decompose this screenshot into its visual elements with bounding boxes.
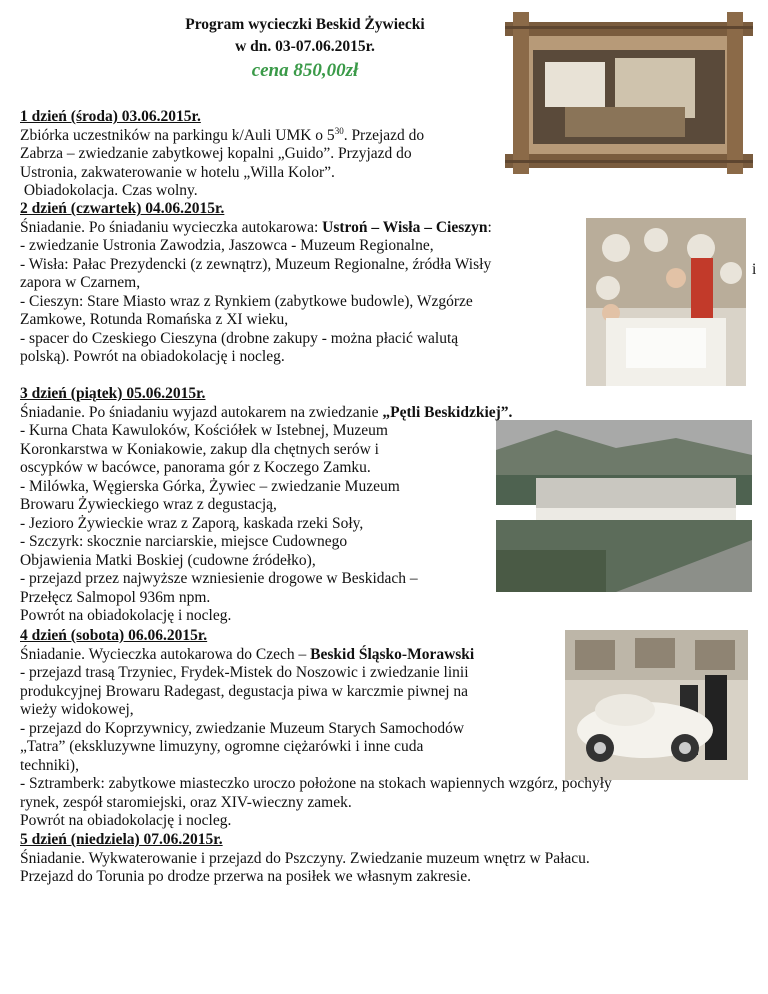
title-line-2: w dn. 03-07.06.2015r. xyxy=(235,38,375,55)
day-3-line-11: Przełęcz Salmopol 936m npm. xyxy=(20,588,211,606)
day-1-line-1: Zbiórka uczestników na parkingu k/Auli UMK o $5^{30}$. Przejazd do xyxy=(20,125,425,144)
day-2-heading: 2 dzień (czwartek) 04.06.2015r. xyxy=(20,200,225,217)
day-3-line-10: - przejazd przez najwyższe wzniesienie drogowe w Beskidach – xyxy=(20,570,418,587)
day-3-line-3: Koronkarstwa w Koniakowie, zakup dla chętnych serów i xyxy=(20,440,379,458)
day-4-line-3: produkcyjnej Browaru Radegast, degustacja piwa w karczmie piwnej na xyxy=(20,682,469,700)
day-2-line-5: - Cieszyn: Stare Miasto wraz z Rynkiem (zabytkowe budowle), Wzgórze xyxy=(20,292,473,310)
day-2-line-7: - spacer do Czeskiego Cieszyna (drobne zakupy - można płacić walutą xyxy=(20,329,459,347)
day-3-line-6: Browaru Żywieckiego wraz z degustacją, xyxy=(20,496,277,513)
day-4-line-5: - przejazd do Koprzywnicy, zwiedzanie Muzeum Starych Samochodów xyxy=(20,719,465,737)
day-4-line-1: Śniadanie. Wycieczka autokarowa do Czech – Beskid Śląsko-Morawski xyxy=(20,645,475,663)
day-2-line-8: polską). Powrót na obiadokolację i nocleg. xyxy=(20,348,285,365)
day-4-line-8: - Sztramberk: zabytkowe miasteczko uroczo położone na stokach wapiennych wzgórz, pochyły xyxy=(20,775,612,792)
day-1-section xyxy=(20,108,755,201)
day-4-section xyxy=(20,627,755,831)
day-3-line-8: - Szczyrk: skocznie narciarskie, miejsce Cudownego xyxy=(20,533,348,550)
day-3-line-9: Objawienia Matki Boskiej (cudowne źródełko), xyxy=(20,551,316,569)
day-1-heading: 1 dzień (środa) 03.06.2015r. xyxy=(20,108,201,125)
photo-lace-makers xyxy=(586,218,746,386)
day-4-line-10: Powrót na obiadokolację i nocleg. xyxy=(20,812,232,829)
day-3-section xyxy=(20,385,755,626)
day-2-section xyxy=(20,200,568,367)
price-label: cena 850,00zł xyxy=(251,60,359,81)
day-4-line-4: wieży widokowej, xyxy=(20,701,134,718)
day-5-heading: 5 dzień (niedziela) 07.06.2015r. xyxy=(20,831,223,848)
day-1-line-2: Zabrza – zwiedzanie zabytkowej kopalni „Guido”. Przyjazd do xyxy=(20,145,412,162)
day-5-line-2: Przejazd do Torunia po drodze przerwa na posiłek we własnym zakresie. xyxy=(20,868,471,885)
day-3-line-5: - Milówka, Węgierska Górka, Żywiec – zwiedzanie Muzeum xyxy=(20,477,400,495)
day-2-line-4: zapora w Czarnem, xyxy=(20,274,141,291)
day-4-line-9: rynek, zespół staromiejski, oraz XIV-wieczny zamek. xyxy=(20,793,352,811)
day-3-line-4: oscypków w bacówce, panorama gór z Koczego Zamku. xyxy=(20,459,371,476)
day-3-line-12: Powrót na obiadokolację i nocleg. xyxy=(20,607,232,624)
day-2-line-3: - Wisła: Pałac Prezydencki (z zewnątrz), Muzeum Regionalne, źródła Wisły xyxy=(20,255,492,273)
day-4-heading: 4 dzień (sobota) 06.06.2015r. xyxy=(20,627,208,644)
stray-letter-i: i xyxy=(752,261,757,278)
day-3-line-2: - Kurna Chata Kawuloków, Kościółek w Istebnej, Muzeum xyxy=(20,422,388,439)
document-title xyxy=(110,14,500,58)
day-4-line-7: techniki), xyxy=(20,756,79,774)
day-4-line-2: - przejazd trasą Trzyniec, Frydek-Mistek do Noszowic i zwiedzanie linii xyxy=(20,664,469,681)
day-3-line-1: Śniadanie. Po śniadaniu wyjazd autokarem na zwiedzanie „Pętli Beskidzkiej”. xyxy=(20,403,513,421)
day-4-line-6: „Tatra” (ekskluzywne limuzyny, ogromne ciężarówki i inne cuda xyxy=(20,738,424,755)
day-3-heading: 3 dzień (piątek) 05.06.2015r. xyxy=(20,385,206,402)
time-superscript: 30 xyxy=(334,125,344,136)
day-2-line-1: Śniadanie. Po śniadaniu wycieczka autokarowa: Ustroń – Wisła – Cieszyn: xyxy=(20,218,492,236)
day-1-line-3: Ustronia, zakwaterowanie w hotelu „Willa Kolor”. xyxy=(20,163,335,181)
day-3-line-7: - Jezioro Żywieckie wraz z Zaporą, kaskada rzeki Soły, xyxy=(20,514,364,532)
day-2-line-2: - zwiedzanie Ustronia Zawodzia, Jaszowca - Muzeum Regionalne, xyxy=(20,237,434,254)
day-2-line-6: Zamkowe, Rotunda Romańska z XI wieku, xyxy=(20,311,289,328)
day-5-line-1: Śniadanie. Wykwaterowanie i przejazd do Pszczyny. Zwiedzanie muzeum wnętrz w Pałacu. xyxy=(20,849,590,867)
title-line-1: Program wycieczki Beskid Żywiecki xyxy=(185,16,425,33)
day-1-line-4: Obiadokolacja. Czas wolny. xyxy=(20,182,198,199)
day-5-section xyxy=(20,831,755,887)
